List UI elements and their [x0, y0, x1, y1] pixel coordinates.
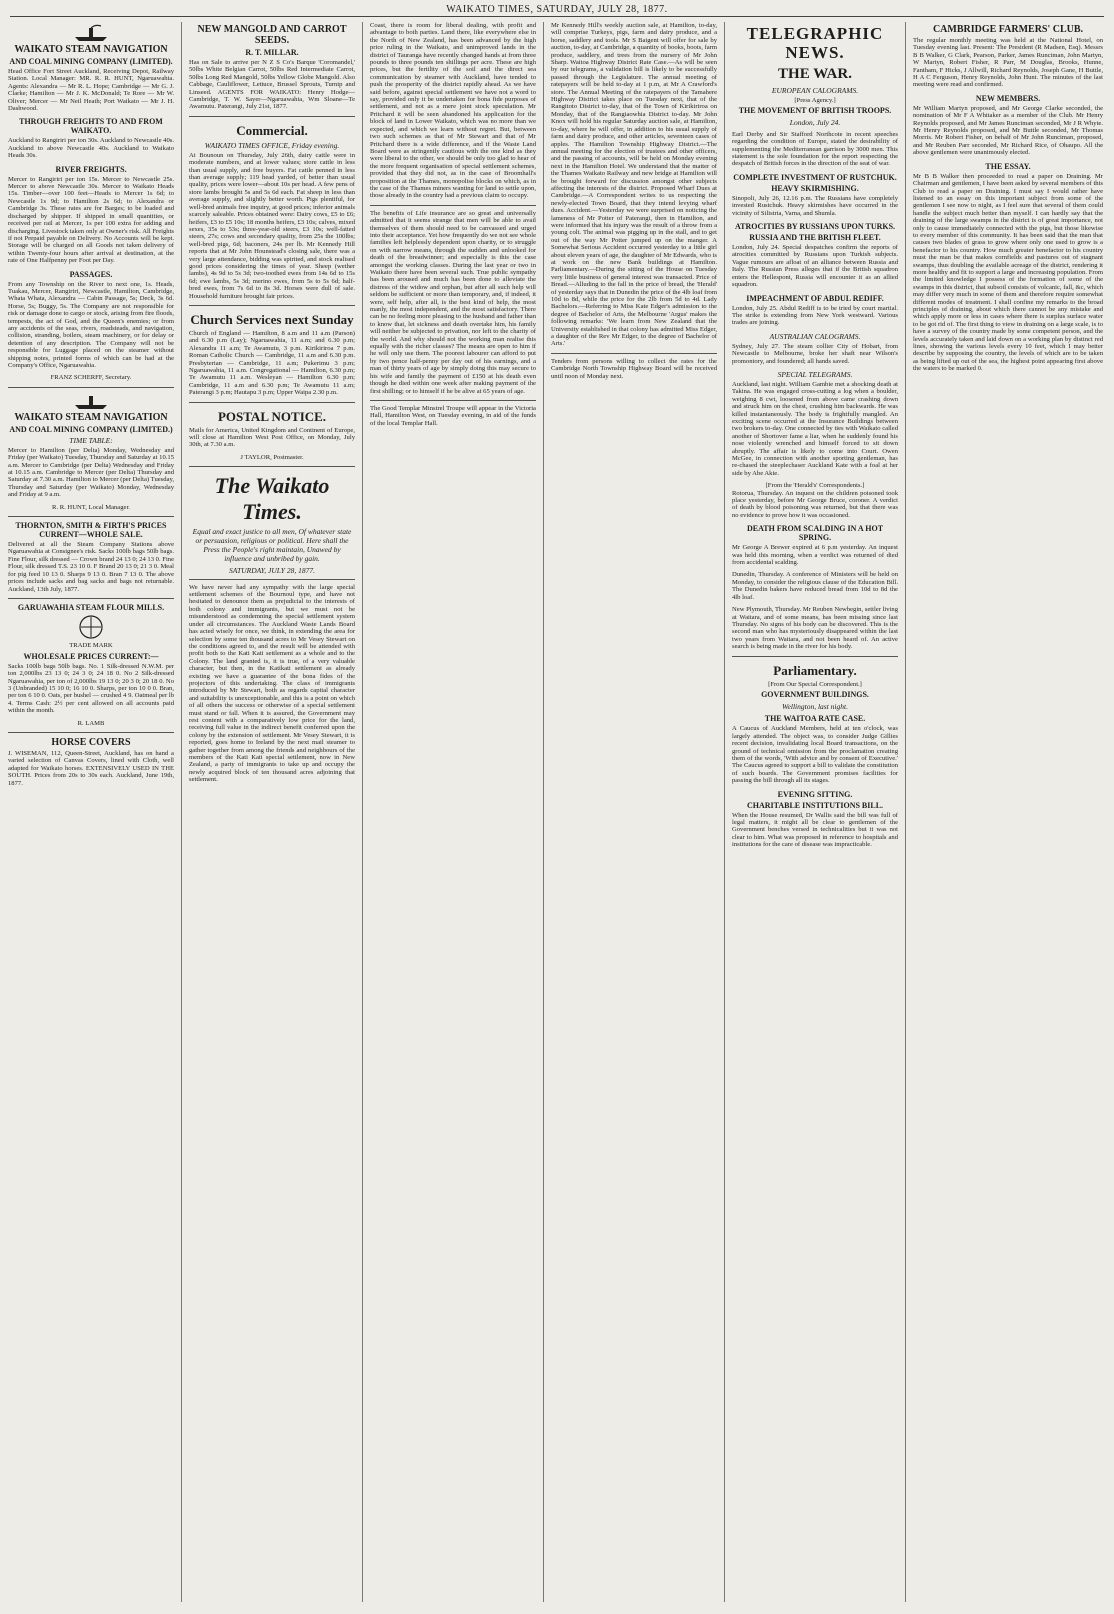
river-freight-body: Mercer to Rangiriri per ton 15s. Mercer to Newcastle 25s. Mercer to above Newcastle 30s. Mercer to Waikato Heads 15s. Timber—over 100 feet—Heads to Mercer 1s 6d; to Newcastle 1s 9d; to Hamilton 2s 6d; to Alexandra or Cambridge 3s. These rates are for Barges; to be loaded and discharged by shipper. If shipped in small quantities, or received per rail at Mercer, 1s per 100 extra for adding and discharging. Livestock taken only at Owner's risk. All Freights if not Prepaid payable on Delivery. No Accounts will be kept. Storage will be charged on all Goods not taken delivery of within Twenty-four hours after arrival at destination, at the rate of One Halfpenny per Foot per Day. — [8, 175, 174, 265]
signature: J TAYLOR, Postmaster. — [240, 453, 304, 461]
divider — [189, 305, 355, 306]
news-head: DEATH FROM SCALDING IN A HOT SPRING. — [746, 524, 884, 543]
section-head: POSTAL NOTICE. — [217, 408, 327, 424]
news-body: London, July 25. Abdul Rediff is to be tried by court martial. The strike is extending from New York westward. Various trades are joining. — [732, 304, 898, 327]
section-head: NEW MEMBERS. — [975, 93, 1041, 103]
divider — [189, 116, 355, 117]
ad-title: GARUAWAHIA STEAM FLOUR MILLS. — [17, 602, 165, 612]
column-rule — [905, 22, 906, 1602]
press-note: [From Our Special Correspondent.] — [768, 680, 862, 688]
ad-subtitle: AND COAL MINING COMPANY (LIMITED.) — [9, 424, 173, 434]
members-body: Mr William Martyn proposed, and Mr George Clarke seconded, the nomination of Mr F A Whitaker as a member of the Club. Mr Henry Reynolds proposed, and Mr James Runciman seconded, Mr J R Whyte. Mr Henry Reynolds proposed, and Mr Buttle seconded, Mr Thomas Morris. Mr Robert Fisher, on behalf of Mr John Runciman, proposed, and Mr Reuben Parr seconded, Mr Richard Rice, of Ohaupo. All the above gentlemen were unanimously elected. — [913, 104, 1103, 157]
divider — [189, 579, 355, 580]
commercial-body: At Bounoun on Thursday, July 26th, dairy cattle were in moderate numbers, and at lower values; store cattle in less than usual supply, and free buyers. Fat cattle penned in less than average supply; 119 head yarded, of better than usual quality, prices were lower—about 10s per head. A few pens of store lambs brought 5s and 5s 6d each. Fat sheep in less than average supply, and slightly better worth. Pigs plentiful, for well-bred animals free inquiry, at good prices; inferior animals scarcely saleable. Prices obtained were: Dairy cows, £5 to £6; heifers, £3 to £5 10s; 18 months heifers, £3 10s; calves, mixed sexes, 35s to 53s; three-year-old steers, £3 10s; well-fatted steers, 27s; cows and secondary quality, from 25s the 100lbs; well-bred pigs, 6d; baconers, 24s per lb. Mr Kennedy Hill reports that at Mr John Hounstead's closing sale, there was a very large attendance, bidding was spirited, and stock realised good prices considering the times of year. Sheep (wether lambs), 4s 9d to 5s 3d; two-toothed ewes from 14s 6d to 15s 6d; ewe lambs, 5s 3d; merino ewes, from 5s to 5s 6d; half-bred ewes, from 7s 6d to 8s 3d. Horses were dull of sale. Household furniture brought fair prices. — [189, 151, 355, 300]
press-note: [From the 'Herald's' Correspondents.] — [765, 482, 865, 490]
divider — [370, 400, 536, 401]
section-subhead: EUROPEAN CALOGRAMS. — [771, 86, 859, 95]
section-head: Church Services next Sunday — [190, 311, 354, 327]
column-4 — [551, 22, 717, 1602]
ad-body: Head Office Fort Street Auckland, Receiving Depot, Railway Station. Local Manager: MR. R. R. HUNT, Ngaruawahia. Agents: Alexandra — Mr R. L. Hope; Cambridge — Mr G. J. Clarke; Hamilton — Mr J. K. McDonald; Te Rore — Mr W. Oliver; Mercer — Mr Neil Heath; Port Waikato — Mr J. H. Dashwood. — [8, 68, 174, 113]
divider — [370, 205, 536, 206]
masthead: WAIKATO TIMES, SATURDAY, JULY 28, 1877. — [10, 4, 1104, 17]
dateline: London, July 24. — [789, 118, 841, 128]
press-note: [Press Agency.] — [794, 97, 836, 104]
news-head: THE WAITOA RATE CASE. — [764, 714, 866, 724]
dateline: SATURDAY, JULY 28, 1877. — [229, 566, 315, 576]
essay-body: Mr B B Walker then proceeded to read a paper on Draining. Mr Chairman and gentlemen, I have been asked by several members of this Club to read a paper on Draining. I must say I would rather have listened to an essay on this important subject from some of the gentlemen I see now to night, as I feel sure that several of them could handle the subject much better than myself. I can hardly say that the draining of the large swamps in the district is of great importance, not only to cause immediately connected with the pigs, but those likewise to every member of this community. It has been said that the man that causes two blades of grass to grow where only one used to grow is a benefactor to his country. How much greater benefactor to his country must the man be that makes cornfields and pastures out of stagnant swamps, thus doubling the available acreage of the district, rendering it more healthy and fit to support a large and increasing population. From the limited knowledge I possess of the formation of some of the swamps in this district, that subsoil consists of volcanic, fall, &c, which may differ very much in some of them and therefore require somewhat different modes of treatment. I shall confine my remarks to the broad principles of draining, about which there cannot be any mistake and which apply more or less in cases where there is surplus surface water to be got rid of. The first thing to view in draining on a large scale, is to have a survey of the country made by some competent person, and the levels accurately taken and laid down on a working plan by distinct red lines, showing the various levels every 10 feet, which I may better describe by supposing the country, the levels of which are to be taken as being lifted up out of the sea, the highest point appearing first above the waters to be marked 0. — [913, 172, 1103, 373]
news-head: CHARITABLE INSTITUTIONS BILL. — [746, 800, 884, 810]
section-head: RIVER FREIGHTS. — [55, 164, 127, 174]
life-insurance-article: The benefits of Life insurance are so great and universally admitted that it seems strange that men will be able to avail themselves of them should need to be canvassed and urged into their acceptance. Yet how frequently do we not see whole families left helplessly dependent upon charity, or to struggle on with narrow means, through the sudden and unlooked for death of the breadwinner; and especially is this the case amongst the working classes. During the last year or two in Waikato there have been several such. True public sympathy has been aroused and much has been done to alleviate the distress of the widow and orphan, but after all such help will seldom be sufficient or more than temporary, and, if indeed, it were, self help, after all, is the best kind of help, the most manly, the most independent, and the most satisfactory. There can be no feeling more pleasing to the husband and father than to know that, let sickness and death overtake him, his family will neither be subjected to privation, nor left to the charity of the world. And why should not the working man realise this equally with the richer classes? The means are open to him if he will only use them. The poorest labourer can afford to put by two pence half-penny per day out of his earnings, and a man of thirty years of age by simply doing this may secure to his wife and family the payment of £150 at his death even though he died within one week after making payment of the first shilling; or to himself if he be alive at 65 years of age. — [370, 209, 536, 395]
news-body: Rotorua, Thursday. An inquest on the children poisoned took place yesterday, before Mr George Bruce, coroner. A verdict of death by blood poisoning was returned, but that there was no evidence to prove how it was occasioned. — [732, 489, 898, 519]
meeting-body: The regular monthly meeting was held at the National Hotel, on Tuesday evening last. Present: The President (R Madsen, Esq). Messrs B B Walker, G Clark, Pearson, Parker, James Runciman, John Martyn, W Martyn, Robert Fisher, R Parr, M Douglas, Brooks, Hunne, Fantham, F Hicks, J Allwill, Richard Reynolds, Joseph Gane, H Buttle, H A C Ferguson, Henry Reynolds, John Hunt. The minutes of the last meeting were read and confirmed. — [913, 37, 1103, 89]
section-subhead: SPECIAL TELEGRAMS. — [777, 369, 853, 379]
ad-title: WHOLESALE PRICES CURRENT:— — [23, 651, 159, 661]
signature: FRANZ SCHERFF, Secretary. — [50, 374, 132, 382]
news-head: COMPLETE INVESTMENT OF RUSTCHUK. — [733, 172, 897, 182]
ad-body: Has on Sale to arrive per N Z S Co's Barque 'Coromandel,' 50lbs White Belgian Carrot, 50lbs Red Intermediate Carrot, 50lbs Long Red Mangold, 50lbs Yellow Globe Mangold. Also Cabbage, Cauliflower, Lettuce, Brussel Sprouts, Turnip and Linseed. AGENTS FOR WAIKATO: Henry Hodge—Cambridge, T. W. Sayer—Ngaruawahia, Wm Sloane—Te Awamutu. Paterangi, July 21st, 1877. — [189, 59, 355, 111]
ad-title: WAIKATO STEAM NAVIGATION — [14, 44, 168, 55]
ad-title: NEW MANGOLD AND CARROT SEEDS. — [197, 24, 347, 46]
news-body: Sinopoli, July 26, 12.16 p.m. The Russians have completely invested Rustchuk. Heavy skirmishes have occurred in the vicinity of Silistria, Varna, and Shumla. — [732, 194, 898, 217]
section-head: THE WAR. — [778, 66, 852, 82]
news-body: London, July 24. Special despatches confirm the reports of atrocities committed by Russians upon Turkish subjects. Vague rumours are afloat of an alliance between Russia and Italy. The Russian Press alleges that if the British squadron enters the Hellespont, Russia will encounter it as an allied squadron. — [732, 244, 898, 289]
column-rule — [724, 22, 725, 1602]
ad-body: Sacks 100lb bags 50lb bags. No. 1 Silk-dressed N.W.M. per ton 2,000lbs 23 13 0; 24 3 0; 24 18 0. No 2 Silk-dressed Ngaruawahia, per ton of 2,000lbs 19 13 0; 20 3 0; 20 18 0. No 3 (Unbranded) 15 10 0; 16 10 0. Sharps, per ton 10 0 0. Bran, per ton 6 10 0. Oats, per bushel — crushed 4 9. Oatmeal per lb 4. Terms Cash: 2½ per cent allowed on all accounts paid within the month. — [8, 662, 174, 715]
news-body: A Caucus of Auckland Members, held at ten o'clock, was largely attended. The object was, to consider Judge Gillies recent decision, invalidating local Board transactions, on the ground of technical omission from the proclamation creating them of the words, 'With advice and by consent of Executive.' The Caucus agreed to support a bill to validate the constitution of such boards. The Government promises facilities for passing the bill through all its stages. — [732, 725, 898, 785]
divider — [8, 732, 174, 733]
divider — [8, 516, 174, 517]
news-body: Mr George A Brewer expired at 6 p.m yesterday. An inquest was held this morning, when a verdict was returned of died from accidental scalding. — [732, 544, 898, 567]
news-head: THE MOVEMENT OF BRITISH TROOPS. — [738, 106, 892, 116]
section-head: PASSAGES. — [69, 269, 113, 279]
editorial-body: We have never had any sympathy with the large special settlement schemes of the Bournoul type, and have not hesitated to denounce them as prejudicial to the interests of both colony and immigrants, but we must not be misunderstood as condemning the special settlement system under all circumstances. The Auckland Waste Lands Board has acted wisely for once, we think, in extending the area for selection by some ten thousand acres to Mr Vesey Stewart on the conditions agreed to, and the result will be attended with profit both to the Kati Kati settlement as a whole and to the Colony. The land granted is, it is true, of a very valuable character, but then, in the Katikati settlement as already existing we have a guarantee of the bona fides of the projectors of this undertaking. The class of immigrants introduced by Mr Stewart, both as regards capital character and suitability is unexceptionable, and this is a point on which of all others the success or otherwise of a special settlement must stand or fall. When it is assured, the Government may rest content with a comparatively low price for the land, receiving full value in the indirect benefit conferred upon the colony by the extension of settlement. Mr Vesey Stewart, it is reported, goes home to Ireland by the next mail steamer to gather together from among the friends and neighbours of the members of the Kati Kati special settlement, now in New Zealand, a party of immigrants to take up and occupy the newly acquired block of ten thousand acres adjoining that settlement. — [189, 583, 355, 784]
section-subhead: WAIKATO TIMES OFFICE, Friday evening. — [204, 140, 340, 150]
editorial-continued: Coast, there is room for liberal dealing, with profit and advantage to both parties. Land there, like everywhere else in the North of New Zealand, has been advanced by the high price ruling in the Waikato, and unimproved lands in the district of Tauranga have recently changed hands at from three pounds to three pounds ten shillings per acre. These are high prices, but the fertility of the soil and the direct sea communication by steamer with Auckland, have tended to push the prosperity of the district rapidly ahead. As we have said before, against special settlement we have not a word to say, provided only it be undertaken for bona fide purposes of settlement, and not as a mere joint stock speculation. Mr Pritchard it will be seen abandoned his application for the block of land in Lower Waikato, which was no more than we expected, and which we learn without regret. But, between two such schemes as that of Mr Stewart and that of Mr Pritchard there is a wide difference, and if the Waste Land Board were as stringently cautious with the one kind as they were liberal to the other, we should be only too glad to hear of the more frequent organisation of special settlement schemes, provided that they did not, as in the case of Broomhall's proposition at the Thames, monopolise blocks on which, as in the case of the Thames miners wanting for land to settle upon, those already in the country had a previous claim to occupy. — [370, 22, 536, 200]
section-title: CAMBRIDGE FARMERS' CLUB. — [932, 24, 1084, 35]
section-head: Parliamentary. — [773, 662, 857, 678]
news-head: IMPEACHMENT OF ABDUL REDIFF. — [746, 293, 884, 303]
section-subhead: AUSTRALIAN CALOGRAMS. — [769, 331, 861, 341]
section-head: Commercial. — [236, 122, 308, 138]
signature: R. LAMB — [77, 719, 105, 727]
steamer-icon — [71, 392, 111, 410]
news-head: HEAVY SKIRMISHING. — [771, 183, 859, 193]
postal-body: Mails for America, United Kingdom and Continent of Europe, will close at Hamilton West Post Office, on Monday, July 30th, at 7.30 a.m. — [189, 426, 355, 449]
dateline: Wellington, last night. — [782, 701, 848, 711]
column-6 — [913, 22, 1103, 1602]
section-head: TIME TABLE: — [69, 435, 113, 445]
divider — [189, 402, 355, 403]
timetable-body: Mercer to Hamilton (per Delta) Monday, Wednesday and Friday (per Waikato) Tuesday, Thursday and Saturday at 10.15 a.m. Mercer to Cambridge (per Delta) Wednesday and Friday at 10.15 a.m. Cambridge to Mercer (per Delta) Thursday and Saturday at 7.30 a.m. Hamilton to Mercer (per Delta) Tuesday, Thursday and Saturday (per Waikato) Monday, Wednesday and Friday at 9 a.m. — [8, 446, 174, 499]
news-head: RUSSIA AND THE BRITISH FLEET. — [749, 233, 881, 243]
column-5 — [732, 22, 898, 1602]
news-head: EVENING SITTING. — [777, 789, 853, 799]
divider — [732, 656, 898, 657]
section-head: THE ESSAY. — [985, 161, 1031, 171]
steamer-icon — [71, 24, 111, 42]
news-body: New Plymouth, Thursday. Mr Reuben Newbegin, settler living at Waitara, and of some means, has been missing since last Thursday. No signs of his body can be discovered. This is the second man who has mysteriously disappeared within the last two years from Waitara, and not been heard of. An active search is being made in the river for his body. — [732, 606, 898, 651]
local-news: Mr Kennedy Hill's weekly auction sale, at Hamilton, to-day, will comprise Turkeys, pigs, farm and dairy produce, and a horse, saddlery and tools. Mr S Baigent will offer for sale by auction, to-day, at Cambridge, a quantity of books, boots, farm produce, saddlery, and trees from the nursery of Mr John Sharp. Waitoa Highway District Rate Case.—As will be seen by our telegrams, a validation bill is likely to be successfully passed through the Legislature. The annual meeting of ratepayers will be held to-day at 1 p.m, at Mr A Crawford's store. The Annual Meeting of the ratepayers of the Tamahere Highway District takes place on Tuesday next, that of the Rangitoto District to-day, that of the Town of Kirikiriroa on Monday, that of the Rangiaowhia District to-day. Mr John Knox will hold his regular Saturday auction sale, at Hamilton, to-day, where he will offer, in addition to his usual supply of farm and dairy produce, and other articles, seventeen cases of apples. The Hamilton Township Highway District.—The annual meeting for the election of trustees and other officers, and the passing of accounts, will be held on Monday evening next in the Hamilton Hotel. We understand that the matter of the Thames Waikato Railway and new bridge at Hamilton will be brought forward for discussion amongst other subjects affecting the interests of the district. Proposed Wharf Dues at Cambridge.—A Correspondent writes to us respecting the newly-elected Town Board, that they intend levying wharf dues. Accident.—Yesterday we were surprised on noticing the lameness of Mr Potter of Paterangi, then in Hamilton, and were informed that his injury was the result of a throw from a young colt. The animal was pigging up in the stall, and to get out of the way Mr Potter jumped up on the manger. A Somewhat Serious Accident occurred yesterday to a little girl about eleven years of age, the daughter of Mr Edwards, who is at work on the new Bank buildings at Hamilton. Parliamentary.—During the sitting of the House on Tuesday very little business of general interest was transacted. Price of Bread.—Alluding to the fall in the price of bread, the 'Herald' of yesterday says that in Dunedin the price of the 4lb loaf from 10d to 8d, while the price for the 2lb from 5d to 4d. Lady Bachelors.—Referring to Miss Kate Edger's admission to the degree of Bachelor of Arts, the Melbourne 'Argus' makes the following remarks: 'We learn from New Zealand that the University established in that colony has admitted Miss Edger, a daughter of the Rev Mr Edger, to the degree of Bachelor of Arts.' — [551, 22, 717, 348]
divider — [8, 387, 174, 388]
signature: R. R. HUNT, Local Manager. — [52, 503, 130, 511]
news-body: Dunedin, Thursday. A conference of Ministers will be held on Monday, to consider the religious clause of the Education Bill. The Dunedin bakers have reduced bread from 10d to 8d the 4lb loaf. — [732, 571, 898, 601]
column-rule — [181, 22, 182, 1602]
column-2 — [189, 22, 355, 1602]
ad-body: J. WISEMAN, 112, Queen-Street, Auckland, has on hand a varied selection of Canvas Covers, lined with Cloth, well adapted for Waikato horses. EXTENSIVELY USED IN THE SOUTH. Prices from 20s to 30s each. Auckland, June 19th, 1877. — [8, 749, 174, 787]
trade-mark-label: TRADE MARK — [69, 642, 113, 650]
news-body: Earl Derby and Sir Stafford Northcote in recent speeches regarding the condition of Europe, stated the desirability of supplementing the Mediterranean garrison by 3000 men. This statement is the sole foundation for the report respecting the despatch of British forces in the direction of the seat of war. — [732, 130, 898, 168]
freight-body: Auckland to Rangiriri per ton 30s. Auckland to Newcastle 40s. Auckland to above Newcastle 40s. Auckland to Waikato Heads 30s. — [8, 137, 174, 160]
column-rule — [543, 22, 544, 1602]
news-paragraph: Tenders from persons willing to collect the rates for the Cambridge North Township Highway Board will be received until noon of Monday next. — [551, 357, 717, 380]
news-body: When the House resumed, Dr Wallis said the bill was full of legal matters, it might all be clear to gentlemen of the Government benches versed in technicalities but it was not clear to him. What was proposed in reference to hospitals and institutions for the care of disease was impracticable. — [732, 811, 898, 849]
column-rule — [362, 22, 363, 1602]
news-head: ATROCITIES BY RUSSIANS UPON TURKS. — [734, 222, 896, 232]
news-paragraph: The Good Templar Minstrel Troupe will appear in the Victoria Hall, Hamilton West, on Tuesday evening, in aid of the funds of the local Templar Hall. — [370, 404, 536, 427]
section-title: TELEGRAPHIC NEWS. — [746, 24, 884, 62]
passages-body: From any Township on the River to next one, 1s. Heads, Tuakau, Mercer, Rangiriri, Newcastle, Hamilton, Cambridge, Whata Whata, Alexandra — Cabin Passage, 5s; Deck, 3s 6d. Horse, 5s; Buggy, 5s. The Company are not responsible for risk or damage done to cargo or stock, arising from fire floods, tempests, the act of God, and the Queen's enemies; or from any accidents of the seas, rivers, roadsteads, and navigation, collision, stranding, boilers, steam machinery, or for delay or detention of any description. The Company will not be responsible for Luggage placed on the steamer without shipping notes, printed forms of which can be had at the Company's Office, Ngaruawahia. — [8, 280, 174, 369]
ad-subtitle: R. T. MILLAR. — [245, 48, 299, 57]
paper-motto: Equal and exact justice to all men, Of whatever state or persuasion, religious or political. Here shall the Press the People's right maintain, Unawed by influence and unbribed by gain. — [192, 527, 352, 564]
ad-subtitle: AND COAL MINING COMPANY (LIMITED). — [9, 57, 173, 66]
divider — [551, 353, 717, 354]
ad-title: HORSE COVERS — [51, 736, 131, 748]
news-body: Sydney, July 27. The steam collier City of Hobart, from Newcastle to Melbourne, broke her shaft near Wilson's promontory, and foundered; all hands saved. — [732, 342, 898, 365]
trade-mark — [8, 614, 174, 642]
ad-body: Delivered at all the Steam Company Stations above Ngaruawahia at Consignee's risk. Sacks 100lb bags 50lb bags. Fine Flour, silk dressed — Crown brand 24 13 0; 24 13 0. Fine Flour, silk dressed T.S. 23 10 0. F Brand 20 13 0; 21 3 0. Meal for pig feed 10 13 0. Sharps 9 13 0. Bran 7 13 0. The above prices include sacks and bag sacks and bags not returnable. Auckland, 13th July, 1877. — [8, 541, 174, 593]
section-head: THROUGH FREIGHTS TO AND FROM WAIKATO. — [19, 117, 163, 136]
news-body: Auckland, last night. William Gambie met a shocking death at Takina. He was engaged cross-cutting a log when a boulder, weighing 8 cwt, loosened from above came crashing down and struck him on the chest, crushing him backwards. He was killed instantaneously. The body is frightfully mangled. An exciting scene occurred at the Insurance Buildings between two brokers to-day. One connected by ties with Waikato called another of Shortover fame a liar, when he suddenly found his nose violently wrenched and himself forced to sit down abruptly. The affair is likely to come into Court. Owen McGee, in connection with another sporting gentleman, has re-chased the steeplechaser Auckland Kate with a foal at her side by Abe Akie. — [732, 380, 898, 477]
ad-title: WAIKATO STEAM NAVIGATION — [14, 411, 168, 423]
column-3 — [370, 22, 536, 1602]
divider — [8, 598, 174, 599]
news-head: GOVERNMENT BUILDINGS. — [761, 689, 869, 699]
trade-mark-emblem-icon — [71, 614, 111, 640]
ad-title: THORNTON, SMITH & FIRTH'S PRICES CURRENT—WHOLE SALE. — [15, 521, 167, 540]
paper-title: The Waikato Times. — [214, 473, 330, 525]
column-1 — [8, 22, 174, 1602]
divider — [189, 466, 355, 467]
church-body: Church of England — Hamilton, 8 a.m and 11 a.m (Parson) and 6.30 p.m (Lay); Ngaruawahia, 11 a.m; and 6.30 p.m; Alexandra 11 a.m; Te Awamutu, 3 p.m. Kirikiriroa 7 p.m. Roman Catholic Church — Cambridge, 11 a.m and 6.30 p.m. Presbyterian — Cambridge, 11 a.m; Pukerimu 3 p.m; Ngaruawahia, 11 a.m. Congregational — Hamilton, 6.30 p.m; Te Awamutu 11 a.m. Wesleyan — Hamilton 6.30 p.m; Cambridge, 11 a.m and 6.30 p.m; Te Awamutu 11 a.m; Paterangi 3 p.m; Hautapu 3 p.m; Upper Waipa 2.30 p.m. — [189, 329, 355, 397]
